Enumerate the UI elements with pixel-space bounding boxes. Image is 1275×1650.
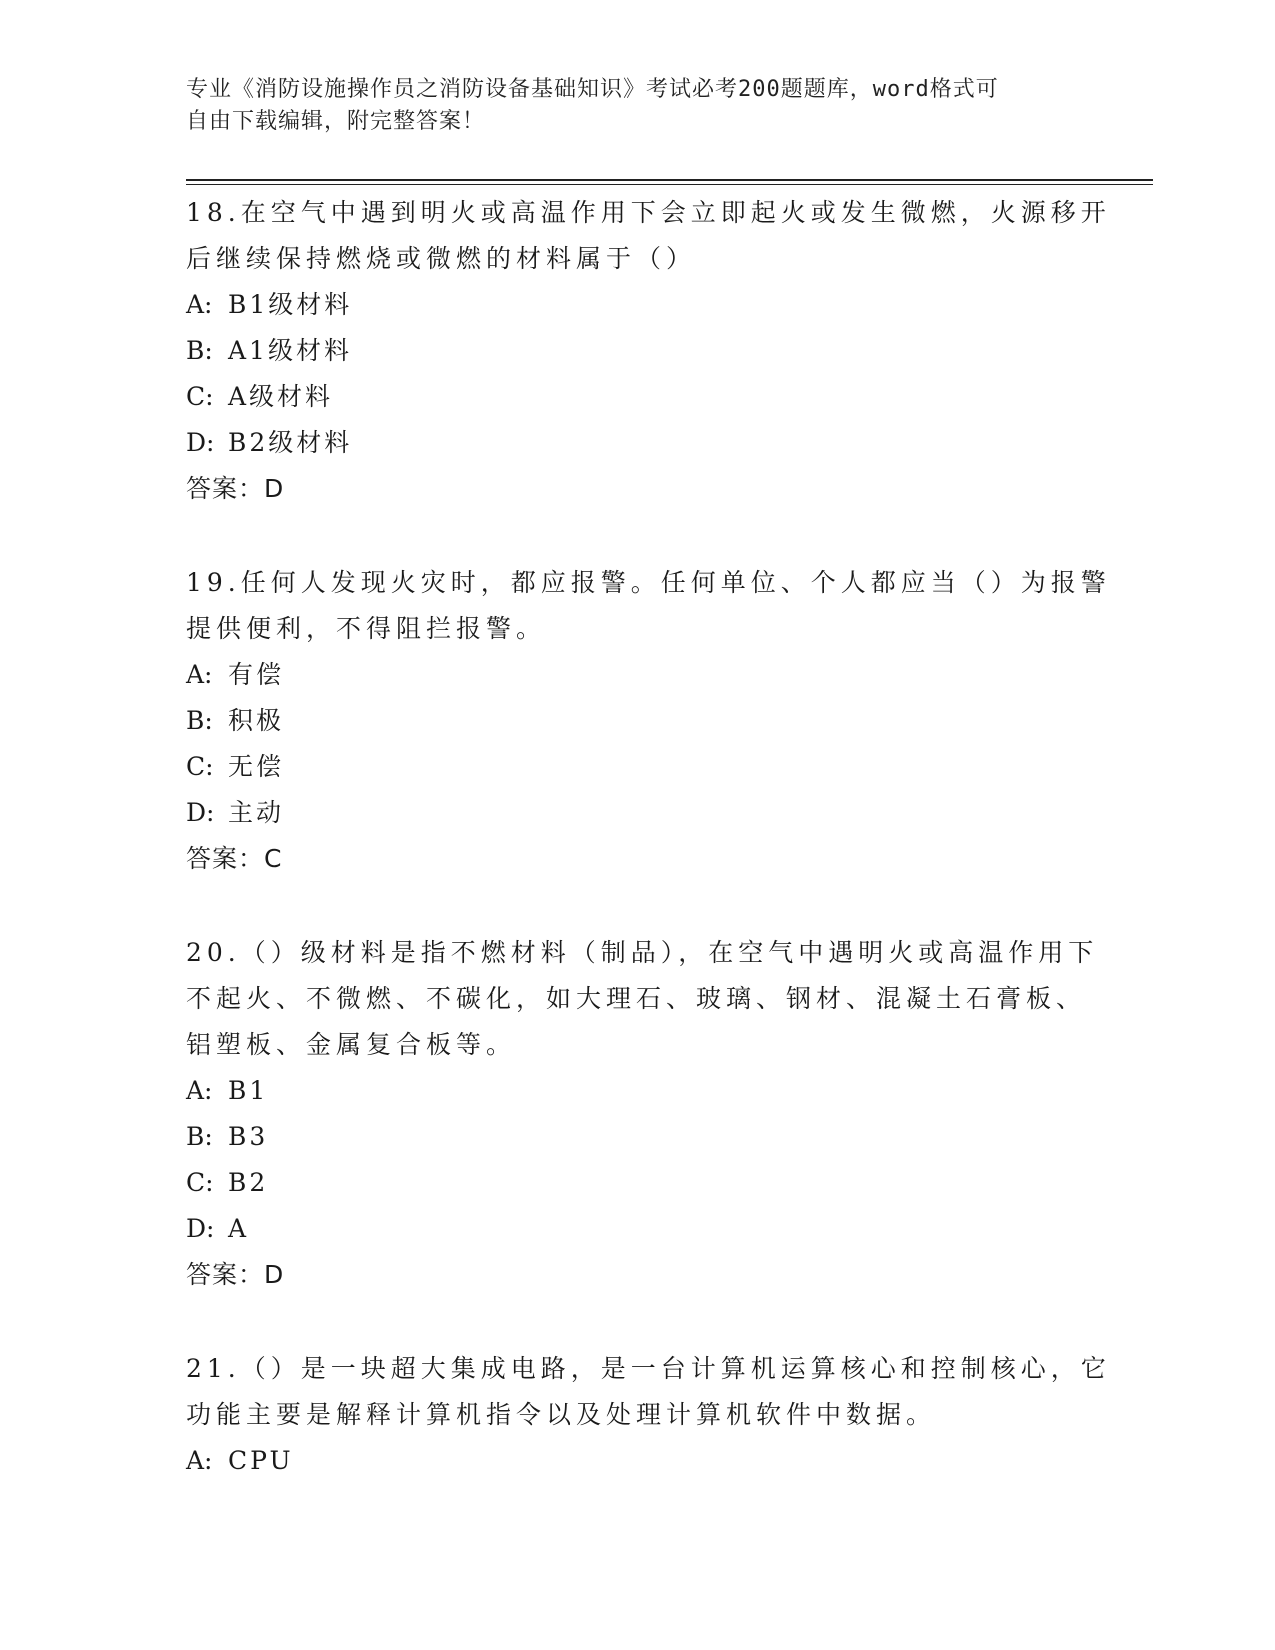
answer: 答案：D [186,1260,285,1289]
option-d: D: 主动 [186,798,285,827]
question-text: 19.任何人发现火灾时，都应报警。任何单位、个人都应当（）为报警 提供便利，不得阻拦报警。 [186,568,1111,643]
question-list [186,190,1111,1532]
option-d: D: A [186,1214,250,1243]
option-b: B: B3 [186,1122,269,1151]
question-text: 21.（）是一块超大集成电路，是一台计算机运算核心和控制核心，它 功能主要是解释计算机指令以及处理计算机软件中数据。 [186,1354,1111,1429]
question-21 [186,1346,1111,1484]
header-divider-thick [186,179,1153,181]
option-a: A: B1级材料 [186,290,353,319]
document-header [186,74,1066,138]
option-c: C: 无偿 [186,752,285,781]
question-text: 18.在空气中遇到明火或高温作用下会立即起火或发生微燃，火源移开 后继续保持燃烧或微燃的材料属于（） [186,198,1111,273]
option-d: D: B2级材料 [186,428,353,457]
question-text: 20.（）级材料是指不燃材料（制品），在空气中遇明火或高温作用下 不起火、不微燃、不碳化，如大理石、玻璃、钢材、混凝土石膏板、 铝塑板、金属复合板等。 [186,938,1099,1059]
question-19 [186,560,1111,882]
answer: 答案：C [186,844,283,873]
option-a: A: 有偿 [186,660,285,689]
option-b: B: A1级材料 [186,336,352,365]
option-a: A: B1 [186,1076,269,1105]
question-18 [186,190,1111,512]
header-divider-thin [186,184,1153,185]
question-20 [186,930,1099,1298]
option-b: B: 积极 [186,706,285,735]
answer: 答案：D [186,474,285,503]
option-a: A: CPU [186,1446,294,1475]
option-c: C: B2 [186,1168,269,1197]
header-line-2: 自由下载编辑，附完整答案！ [186,109,486,134]
header-line-1: 专业《消防设施操作员之消防设备基础知识》考试必考200题题库，word格式可 [186,77,999,102]
option-c: C: A级材料 [186,382,334,411]
